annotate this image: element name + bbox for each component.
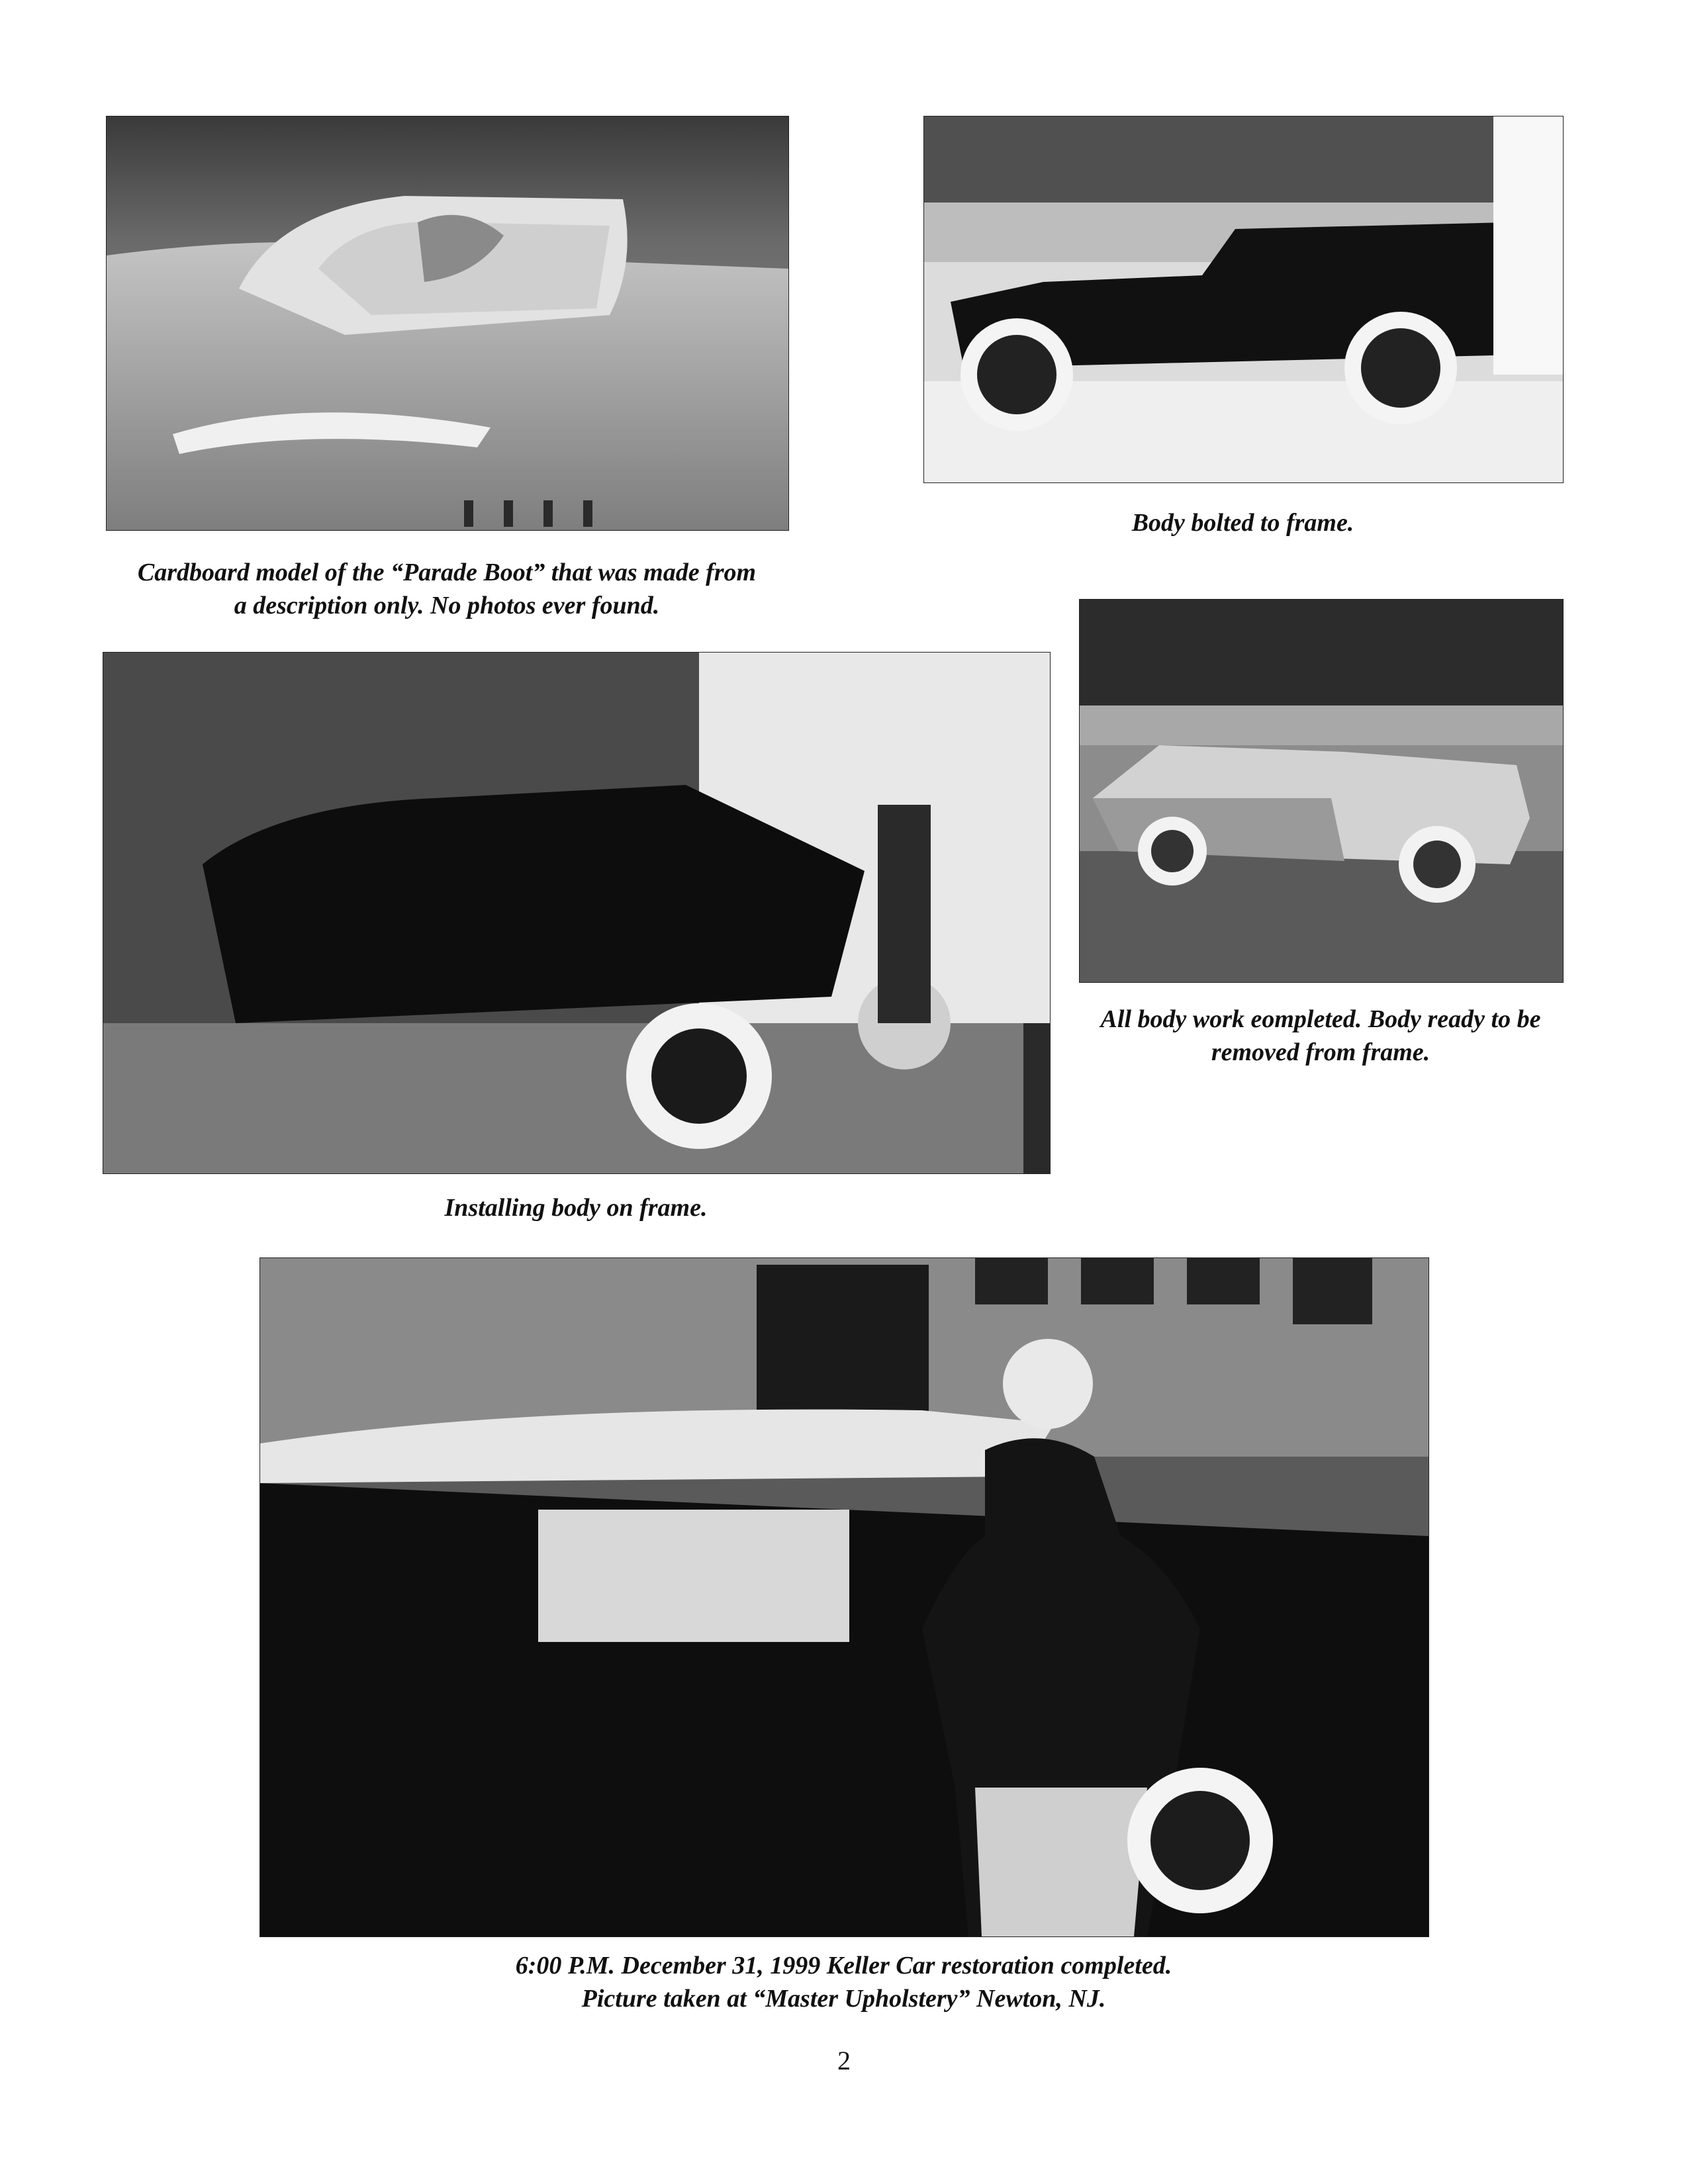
parade-boot-photo [106, 116, 789, 531]
restoration-completed-photo [259, 1257, 1429, 1937]
body-work-completed-photo [1079, 599, 1564, 983]
body-bolted-photo [923, 116, 1564, 483]
restoration-completed-caption-line1: 6:00 P.M. December 31, 1999 Keller Car restoration completed. [515, 1952, 1172, 1979]
parade-boot-caption [79, 556, 814, 622]
body-work-completed-caption [1059, 1003, 1582, 1069]
installing-body-caption-text: Installing body on frame. [444, 1194, 708, 1222]
body-bolted-caption-text: Body bolted to frame. [1131, 509, 1354, 537]
body-work-completed-caption-line2: removed from frame. [1211, 1038, 1430, 1066]
body-bolted-caption [923, 506, 1562, 539]
body-work-completed-caption-line1: All body work eompleted. Body ready to be [1100, 1005, 1541, 1033]
restoration-completed-caption [259, 1949, 1428, 2015]
parade-boot-caption-line2: a description only. No photos ever found. [234, 592, 660, 619]
parade-boot-caption-line1: Cardboard model of the “Parade Boot” that was made from [137, 559, 757, 586]
installing-body-caption [103, 1191, 1049, 1224]
restoration-completed-caption-line2: Picture taken at “Master Upholstery” Newton, NJ. [581, 1985, 1106, 2013]
installing-body-photo [103, 652, 1051, 1174]
page-number: 2 [837, 2046, 851, 2075]
